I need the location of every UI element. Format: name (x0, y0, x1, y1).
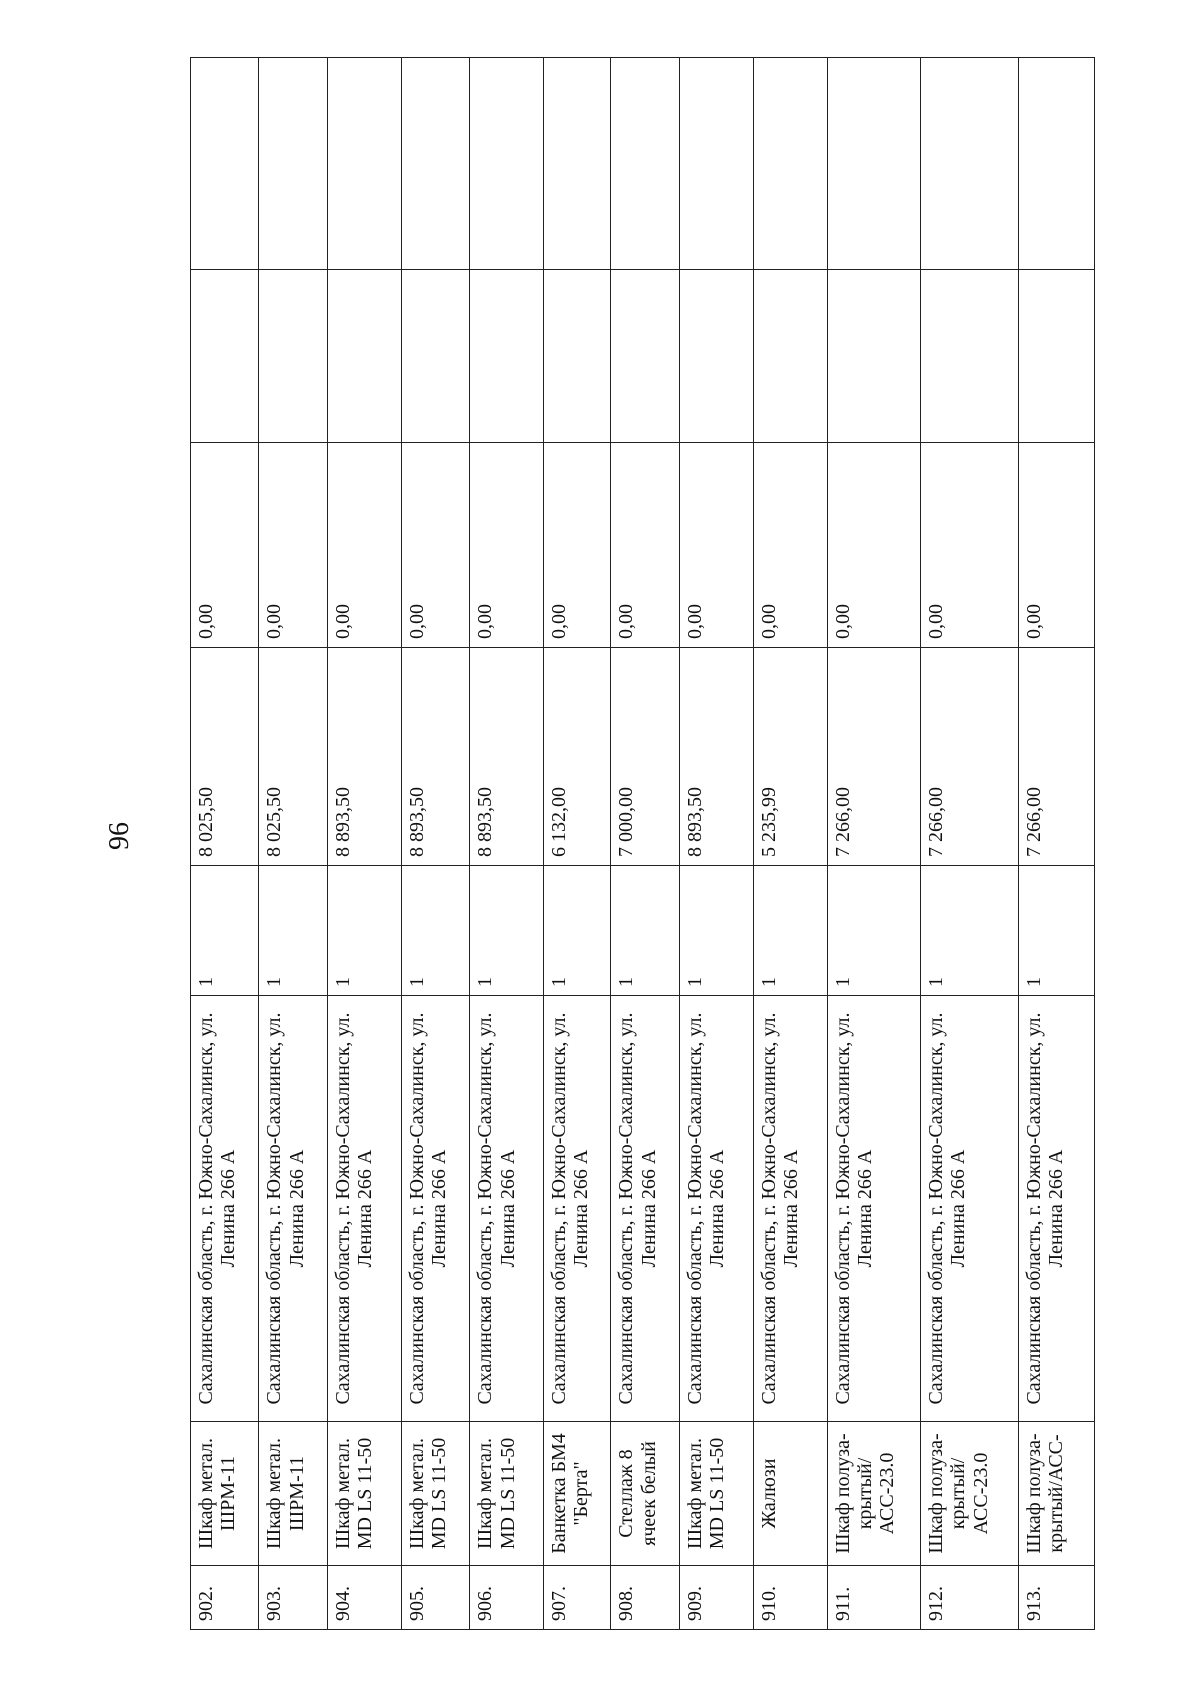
table-row (401, 58, 469, 1630)
empty-cell (827, 270, 920, 443)
item-name-cell: Шкаф метал. MD LS 11-50 (401, 1422, 469, 1566)
table-row (753, 58, 827, 1630)
table-row (470, 58, 544, 1630)
address-cell: Сахалинская область, г. Южно-Сахалинск, ул. Ленина 266 А (470, 996, 544, 1422)
residual-value-cell: 0,00 (259, 443, 327, 648)
empty-cell (544, 270, 611, 443)
table-row (611, 58, 679, 1630)
value-cell: 7 000,00 (611, 648, 679, 866)
row-number-cell: 908. (611, 1566, 679, 1630)
quantity-cell: 1 (1018, 866, 1094, 996)
quantity-cell: 1 (611, 866, 679, 996)
row-number-cell: 904. (327, 1566, 401, 1630)
value-cell: 8 893,50 (470, 648, 544, 866)
address-cell: Сахалинская область, г. Южно-Сахалинск, ул. Ленина 266 А (753, 996, 827, 1422)
quantity-cell: 1 (921, 866, 1019, 996)
row-number-cell: 910. (753, 1566, 827, 1630)
table-row (921, 58, 1019, 1630)
table-row (191, 58, 259, 1630)
row-number-cell: 909. (679, 1566, 753, 1630)
quantity-cell: 1 (679, 866, 753, 996)
table-row (1018, 58, 1094, 1630)
value-cell: 8 893,50 (679, 648, 753, 866)
item-name-cell: Жалюзи (753, 1422, 827, 1566)
empty-cell (401, 58, 469, 270)
quantity-cell: 1 (327, 866, 401, 996)
residual-value-cell: 0,00 (191, 443, 259, 648)
value-cell: 6 132,00 (544, 648, 611, 866)
value-cell: 8 025,50 (259, 648, 327, 866)
row-number-cell: 905. (401, 1566, 469, 1630)
item-name-cell: Стеллаж 8 ячеек белый (611, 1422, 679, 1566)
row-number-cell: 913. (1018, 1566, 1094, 1630)
row-number-cell: 902. (191, 1566, 259, 1630)
quantity-cell: 1 (259, 866, 327, 996)
value-cell: 5 235,99 (753, 648, 827, 866)
residual-value-cell: 0,00 (327, 443, 401, 648)
address-cell: Сахалинская область, г. Южно-Сахалинск, ул. Ленина 266 А (679, 996, 753, 1422)
inventory-table-wrapper (190, 58, 1095, 1630)
empty-cell (327, 58, 401, 270)
row-number-cell: 912. (921, 1566, 1019, 1630)
residual-value-cell: 0,00 (921, 443, 1019, 648)
value-cell: 8 025,50 (191, 648, 259, 866)
empty-cell (611, 270, 679, 443)
empty-cell (921, 270, 1019, 443)
value-cell: 8 893,50 (327, 648, 401, 866)
row-number-cell: 911. (827, 1566, 920, 1630)
empty-cell (679, 270, 753, 443)
row-number-cell: 903. (259, 1566, 327, 1630)
address-cell: Сахалинская область, г. Южно-Сахалинск, ул. Ленина 266 А (259, 996, 327, 1422)
address-cell: Сахалинская область, г. Южно-Сахалинск, ул. Ленина 266 А (827, 996, 920, 1422)
table-row (679, 58, 753, 1630)
table-row (544, 58, 611, 1630)
item-name-cell: Шкаф метал. MD LS 11-50 (470, 1422, 544, 1566)
value-cell: 7 266,00 (827, 648, 920, 866)
item-name-cell: Банкетка БМ4 "Берта" (544, 1422, 611, 1566)
residual-value-cell: 0,00 (401, 443, 469, 648)
table-row (827, 58, 920, 1630)
quantity-cell: 1 (401, 866, 469, 996)
empty-cell (259, 58, 327, 270)
row-number-cell: 907. (544, 1566, 611, 1630)
residual-value-cell: 0,00 (753, 443, 827, 648)
empty-cell (544, 58, 611, 270)
item-name-cell: Шкаф метал. ШРМ-11 (259, 1422, 327, 1566)
table-row (327, 58, 401, 1630)
residual-value-cell: 0,00 (470, 443, 544, 648)
address-cell: Сахалинская область, г. Южно-Сахалинск, ул. Ленина 266 А (544, 996, 611, 1422)
empty-cell (921, 58, 1019, 270)
empty-cell (611, 58, 679, 270)
empty-cell (327, 270, 401, 443)
inventory-table (190, 57, 1095, 1630)
empty-cell (470, 58, 544, 270)
empty-cell (401, 270, 469, 443)
quantity-cell: 1 (753, 866, 827, 996)
quantity-cell: 1 (827, 866, 920, 996)
empty-cell (1018, 270, 1094, 443)
item-name-cell: Шкаф метал. MD LS 11-50 (679, 1422, 753, 1566)
empty-cell (753, 270, 827, 443)
empty-cell (753, 58, 827, 270)
address-cell: Сахалинская область, г. Южно-Сахалинск, ул. Ленина 266 А (921, 996, 1019, 1422)
residual-value-cell: 0,00 (1018, 443, 1094, 648)
empty-cell (259, 270, 327, 443)
table-row (259, 58, 327, 1630)
address-cell: Сахалинская область, г. Южно-Сахалинск, ул. Ленина 266 А (327, 996, 401, 1422)
item-name-cell: Шкаф полуза-крытый/АСС-23.0 (921, 1422, 1019, 1566)
address-cell: Сахалинская область, г. Южно-Сахалинск, ул. Ленина 266 А (191, 996, 259, 1422)
empty-cell (827, 58, 920, 270)
quantity-cell: 1 (470, 866, 544, 996)
residual-value-cell: 0,00 (679, 443, 753, 648)
inventory-table-body (191, 58, 1095, 1630)
item-name-cell: Шкаф полуза-крытый/АСС- (1018, 1422, 1094, 1566)
page-number-text: 96 (104, 822, 135, 850)
empty-cell (191, 58, 259, 270)
empty-cell (679, 58, 753, 270)
address-cell: Сахалинская область, г. Южно-Сахалинск, ул. Ленина 266 А (611, 996, 679, 1422)
value-cell: 8 893,50 (401, 648, 469, 866)
empty-cell (191, 270, 259, 443)
value-cell: 7 266,00 (1018, 648, 1094, 866)
residual-value-cell: 0,00 (611, 443, 679, 648)
residual-value-cell: 0,00 (827, 443, 920, 648)
item-name-cell: Шкаф метал. MD LS 11-50 (327, 1422, 401, 1566)
row-number-cell: 906. (470, 1566, 544, 1630)
item-name-cell: Шкаф метал. ШРМ-11 (191, 1422, 259, 1566)
residual-value-cell: 0,00 (544, 443, 611, 648)
empty-cell (1018, 58, 1094, 270)
quantity-cell: 1 (191, 866, 259, 996)
address-cell: Сахалинская область, г. Южно-Сахалинск, ул. Ленина 266 А (1018, 996, 1094, 1422)
item-name-cell: Шкаф полуза-крытый/АСС-23.0 (827, 1422, 920, 1566)
quantity-cell: 1 (544, 866, 611, 996)
address-cell: Сахалинская область, г. Южно-Сахалинск, ул. Ленина 266 А (401, 996, 469, 1422)
empty-cell (470, 270, 544, 443)
value-cell: 7 266,00 (921, 648, 1019, 866)
